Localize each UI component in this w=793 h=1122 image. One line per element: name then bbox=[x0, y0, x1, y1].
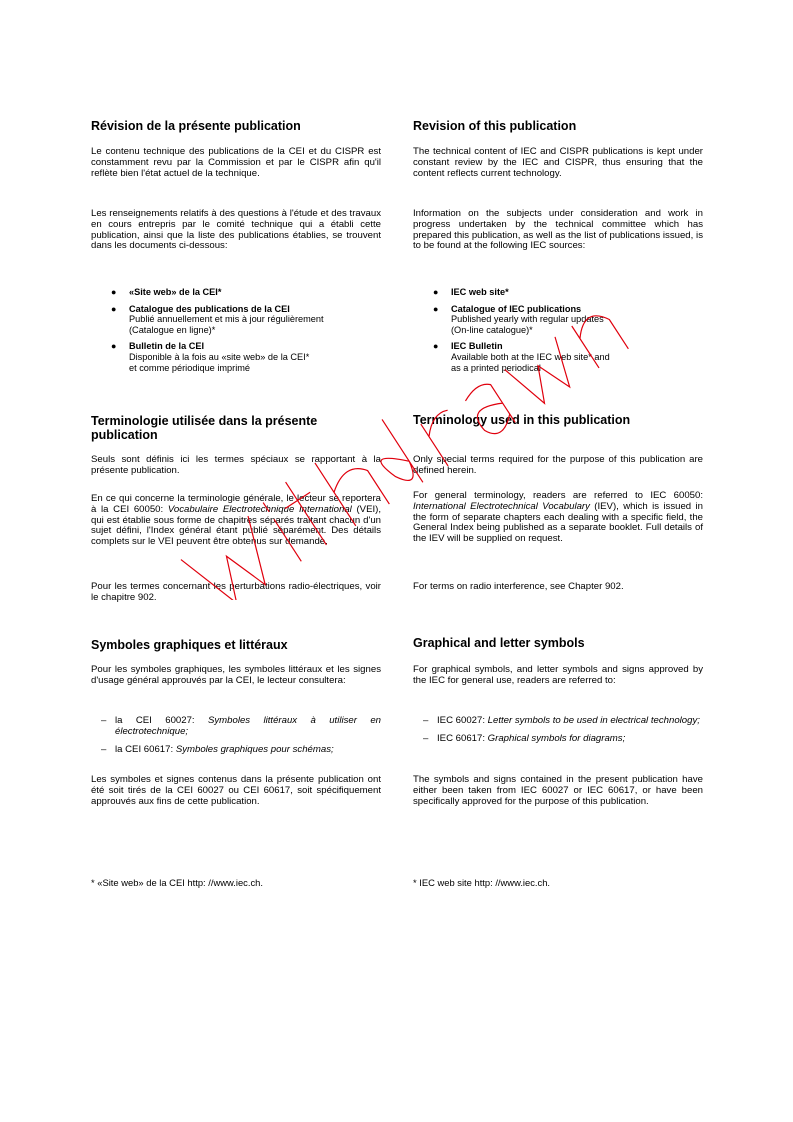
bullet-icon: ● bbox=[111, 303, 117, 314]
en-sources-list bbox=[413, 287, 703, 379]
bullet-icon: ● bbox=[433, 287, 439, 297]
dash-icon: – bbox=[101, 715, 107, 726]
fr-symbols-p1: Pour les symboles graphiques, les symboles littéraux et les signes d'usage général approuvés par la CEI, le lecteur consultera: bbox=[91, 664, 381, 686]
list-item: ● IEC Bulletin Available both at the IEC web site* and as a printed periodical bbox=[433, 341, 610, 373]
fr-terminology-p3: Pour les termes concernant les perturbations radio-électriques, voir le chapitre 902. bbox=[91, 581, 381, 603]
list-item: ● Catalogue of IEC publications Published yearly with regular updates (On-line catalogue)* bbox=[433, 303, 604, 335]
list-item: – la CEI 60617: Symboles graphiques pour schémas; bbox=[101, 743, 334, 755]
list-item: – la CEI 60027: Symboles littéraux à utiliser en électrotechnique; bbox=[101, 715, 381, 737]
en-symbols-title: Graphical and letter symbols bbox=[413, 636, 585, 650]
fr-symbols-list bbox=[91, 716, 381, 762]
en-revision-p2: Information on the subjects under consideration and work in progress undertaken by the technical committee which has prepared this publication, as well as the list of publications issued, is to be found at the following IEC sources: bbox=[413, 208, 703, 252]
watermark-letter-a-icon bbox=[462, 380, 515, 439]
en-symbols-list bbox=[413, 716, 703, 752]
en-symbols-p2: The symbols and signs contained in the present publication have either been taken from IEC 60027 or IEC 60617, or have been specifically approved for the purpose of this publication. bbox=[413, 774, 703, 807]
list-item: ● «Site web» de la CEI* bbox=[111, 287, 222, 297]
fr-terminology-p2: En ce qui concerne la terminologie générale, le lecteur se reportera à la CEI 60050: Vocabulaire Electrotechnique International (VEI), qui est établie sous forme de chapitres séparés traitant chacun d'un sujet défini, l'Index général étant publié séparément. Des détails complets sur le VEI peuvent être obtenus sur demande. bbox=[91, 493, 381, 548]
list-item: ● Bulletin de la CEI Disponible à la fois au «site web» de la CEI* et comme périodique imprimé bbox=[111, 341, 310, 373]
en-terminology-p1: Only special terms required for the purpose of this publication are defined herein. bbox=[413, 454, 703, 476]
en-revision-title: Revision of this publication bbox=[413, 119, 577, 133]
bullet-icon: ● bbox=[111, 287, 117, 297]
list-item: ● IEC web site* bbox=[433, 287, 509, 297]
dash-icon: – bbox=[101, 743, 107, 755]
fr-revision-title: Révision de la présente publication bbox=[91, 119, 301, 133]
list-item: ● Catalogue des publications de la CEI Publié annuellement et mis à jour régulièrement (Catalogue en ligne)* bbox=[111, 303, 324, 335]
dash-icon: – bbox=[423, 715, 429, 726]
bullet-icon: ● bbox=[433, 341, 439, 352]
fr-terminology-title: Terminologie utilisée dans la présente publication bbox=[91, 414, 318, 442]
fr-sources-list bbox=[91, 287, 381, 379]
fr-terminology-p1: Seuls sont définis ici les termes spéciaux se rapportant à la présente publication. bbox=[91, 454, 381, 476]
en-terminology-p3: For terms on radio interference, see Chapter 902. bbox=[413, 581, 624, 592]
en-symbols-p1: For graphical symbols, and letter symbols and signs approved by the IEC for general use, readers are referred to: bbox=[413, 664, 703, 686]
list-item: – IEC 60027: Letter symbols to be used in electrical technology; bbox=[423, 715, 700, 726]
fr-symbols-p2: Les symboles et signes contenus dans la présente publication ont été soit tirés de la CEI 60027 ou CEI 60617, soit spécifiquement approuvés aux fins de cette publication. bbox=[91, 774, 381, 807]
en-footnote: * IEC web site http: //www.iec.ch. bbox=[413, 877, 551, 888]
bullet-icon: ● bbox=[111, 341, 117, 352]
en-revision-p1: The technical content of IEC and CISPR publications is kept under constant review by the IEC and CISPR, thus ensuring that the content reflects current technology. bbox=[413, 146, 703, 179]
dash-icon: – bbox=[423, 732, 429, 744]
fr-revision-p1: Le contenu technique des publications de la CEI et du CISPR est constamment revu par la Commission et par le CISPR afin qu'il reflète bien l'état actuel de la technique. bbox=[91, 146, 381, 179]
bullet-icon: ● bbox=[433, 303, 439, 314]
en-terminology-p2: For general terminology, readers are referred to IEC 60050: International Electrotechnical Vocabulary (IEV), which is issued in the form of separate chapters each dealing with a specific field, the General Index being published as a separate booklet. Full details of the IEV will be supplied on request. bbox=[413, 490, 703, 545]
fr-footnote: * «Site web» de la CEI http: //www.iec.ch. bbox=[91, 877, 263, 888]
en-terminology-title: Terminology used in this publication bbox=[413, 413, 631, 427]
fr-symbols-title: Symboles graphiques et littéraux bbox=[91, 638, 288, 652]
list-item: – IEC 60617: Graphical symbols for diagrams; bbox=[423, 732, 626, 744]
fr-revision-p2: Les renseignements relatifs à des questions à l'étude et des travaux en cours entrepris par le comité technique qui a établi cette publication, ainsi que la liste des publications établies, se trouvent dans les documents ci-dessous: bbox=[91, 208, 381, 252]
